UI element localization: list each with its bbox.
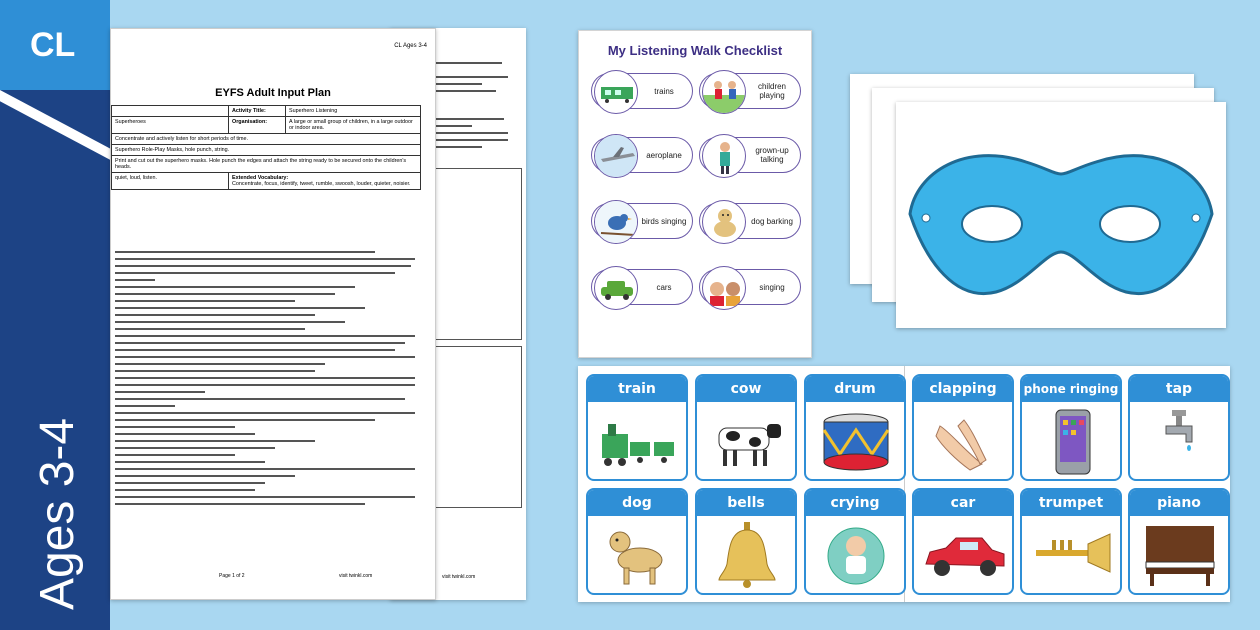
car-icon <box>920 520 1008 590</box>
tap-icon <box>1136 406 1224 476</box>
checklist-item-birds-singing: birds singing <box>591 203 693 239</box>
plan-footer-url: visit twinkl.com <box>339 573 373 579</box>
listening-walk-checklist <box>578 30 812 358</box>
trumpet-icon <box>1028 520 1116 590</box>
train-icon <box>594 406 682 476</box>
plan-body-text-lines <box>115 247 415 509</box>
word-card-sheet <box>578 366 1230 602</box>
bell-icon <box>703 520 791 590</box>
table-row: Superheroes Organisation: A large or small group of children, in a large outdoor or indoor area. <box>112 117 421 134</box>
table-row: Activity Title: Superhero Listening <box>112 106 421 117</box>
word-card-cow: cow <box>695 374 797 481</box>
aeroplane-icon <box>594 134 638 178</box>
word-card-piano: piano <box>1128 488 1230 595</box>
checklist-item-singing: singing <box>699 269 801 305</box>
checklist-item-children-playing: children playing <box>699 73 801 109</box>
word-card-train: train <box>586 374 688 481</box>
crying-baby-icon <box>812 520 900 590</box>
checklist-title: My Listening Walk Checklist <box>607 43 783 58</box>
car-icon <box>594 266 638 310</box>
plan-header: CL Ages 3-4 <box>394 43 427 49</box>
dog-icon <box>702 200 746 244</box>
plan-table <box>111 105 421 190</box>
dog-icon <box>594 520 682 590</box>
word-card-clapping: clapping <box>912 374 1014 481</box>
word-card-trumpet: trumpet <box>1020 488 1122 595</box>
word-card-crying: crying <box>804 488 906 595</box>
superhero-mask-icon <box>896 102 1226 328</box>
cow-icon <box>703 406 791 476</box>
word-card-car: car <box>912 488 1014 595</box>
page-2-box <box>430 168 522 340</box>
plan-title: EYFS Adult Input Plan <box>215 87 331 99</box>
clapping-icon <box>920 406 1008 476</box>
train-icon <box>594 70 638 114</box>
checklist-item-aeroplane: aeroplane <box>591 137 693 173</box>
word-card-bells: bells <box>695 488 797 595</box>
drum-icon <box>812 406 900 476</box>
bird-icon <box>594 200 638 244</box>
singing-icon <box>702 266 746 310</box>
back-footer-url: visit twinkl.com <box>442 574 476 580</box>
word-card-phone-ringing: phone ringing <box>1020 374 1122 481</box>
word-card-tap: tap <box>1128 374 1230 481</box>
sidebar-divider <box>0 81 110 165</box>
grown-up-icon <box>702 134 746 178</box>
table-row: Superhero Role-Play Masks, hole punch, string. <box>112 145 421 156</box>
checklist-item-dog-barking: dog barking <box>699 203 801 239</box>
adult-input-plan-page <box>110 28 436 600</box>
table-row: Print and cut out the superhero masks. Hole punch the edges and attach the string ready to be secured onto the children's heads. <box>112 156 421 173</box>
page-2-text-lines <box>432 58 512 152</box>
curriculum-badge: CL <box>30 26 76 64</box>
age-range-label: Ages 3-4 <box>31 417 84 610</box>
sidebar <box>0 0 110 630</box>
children-playing-icon <box>702 70 746 114</box>
table-row: quiet, loud, listen. Extended Vocabulary: Concentrate, focus, identify, tweet, rumble, swoosh, louder, quieter, noisier. <box>112 173 421 190</box>
mask-card-front <box>896 102 1226 328</box>
page-2-box-2 <box>430 346 522 508</box>
phone-icon <box>1028 406 1116 476</box>
piano-icon <box>1136 520 1224 590</box>
plan-footer-page: Page 1 of 2 <box>219 573 245 579</box>
table-row: Concentrate and actively listen for short periods of time. <box>112 134 421 145</box>
word-card-drum: drum <box>804 374 906 481</box>
checklist-item-trains: trains <box>591 73 693 109</box>
checklist-item-cars: cars <box>591 269 693 305</box>
checklist-item-grown-up-talking: grown-up talking <box>699 137 801 173</box>
word-card-dog: dog <box>586 488 688 595</box>
